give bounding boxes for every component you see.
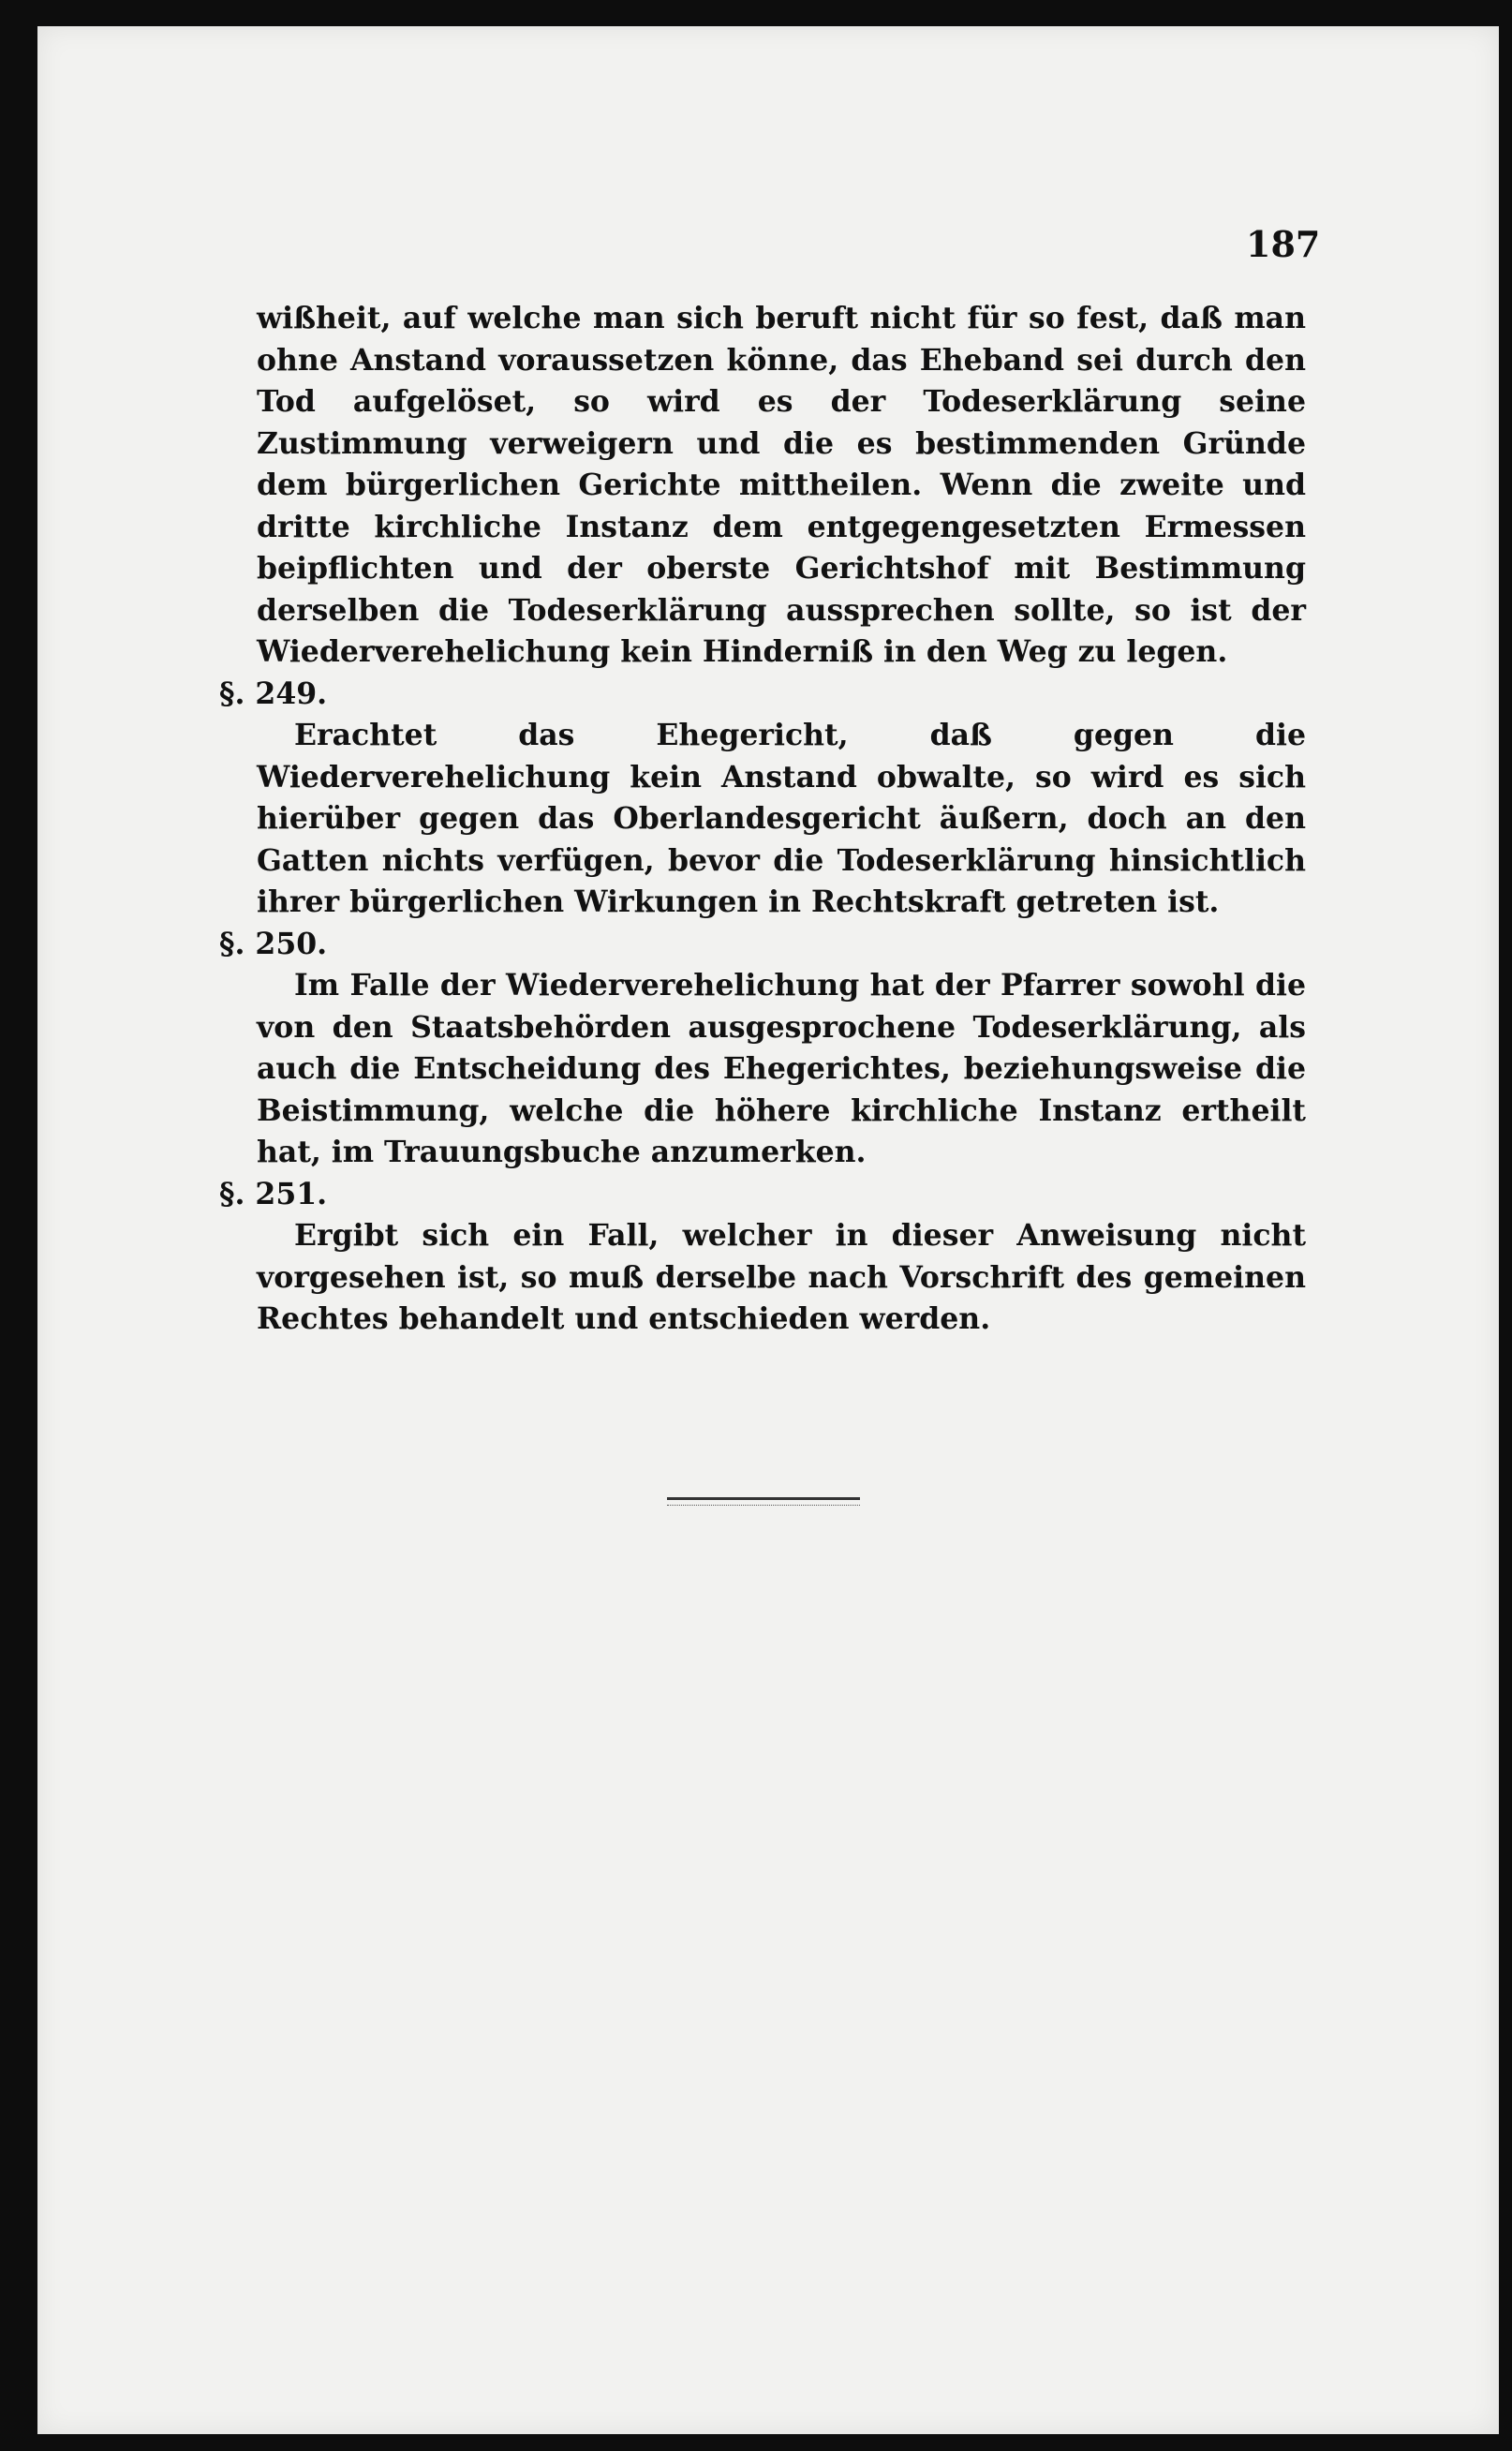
section-heading-251: §. 251. (219, 1176, 328, 1211)
document-page (37, 26, 1499, 2434)
section-heading-250: §. 250. (219, 926, 328, 961)
section-text-251: Ergibt sich ein Fall, welcher in dieser Anweisung nicht vorgesehen ist, so muß derselbe nach Vorschrift des gemeinen Rechtes behandelt und entschieden werden. (257, 1218, 1306, 1336)
end-divider-rule (667, 1497, 860, 1506)
continuation-paragraph: wißheit, auf welche man sich beruft nicht für so fest, daß man ohne Anstand voraussetzen könne, das Eheband sei durch den Tod aufgelöset, so wird es der Todeserklärung seine Zustimmung verweigern und die es bestimmenden Gründe dem bürgerlichen Gerichte mittheilen. Wenn die zweite und dritte kirchliche Instanz dem entgegengesetzten Ermessen beipflichten und der oberste Gerichtshof mit Bestimmung derselben die Todeserklärung aussprechen sollte, so ist der Wiederverehelichung kein Hinderniß in den Weg zu legen. (257, 301, 1306, 669)
section-text-250: Im Falle der Wiederverehelichung hat der Pfarrer sowohl die von den Staatsbehörden ausgesprochene Todeserklärung, als auch die Entscheidung des Ehegerichtes, beziehungsweise die Beistimmung, welche die höhere kirchliche Instanz ertheilt hat, im Trauungsbuche anzumerken. (257, 968, 1306, 1169)
section-heading-249: §. 249. (219, 676, 328, 711)
page-number: 187 (1246, 223, 1321, 265)
document-body (219, 298, 1306, 1341)
section-text-249: Erachtet das Ehegericht, daß gegen die Wiederverehelichung kein Anstand obwalte, so wird es sich hierüber gegen das Oberlandesgericht äußern, doch an den Gatten nichts verfügen, bevor die Todeserklärung hinsichtlich ihrer bürgerlichen Wirkungen in Rechtskraft getreten ist. (257, 718, 1306, 919)
